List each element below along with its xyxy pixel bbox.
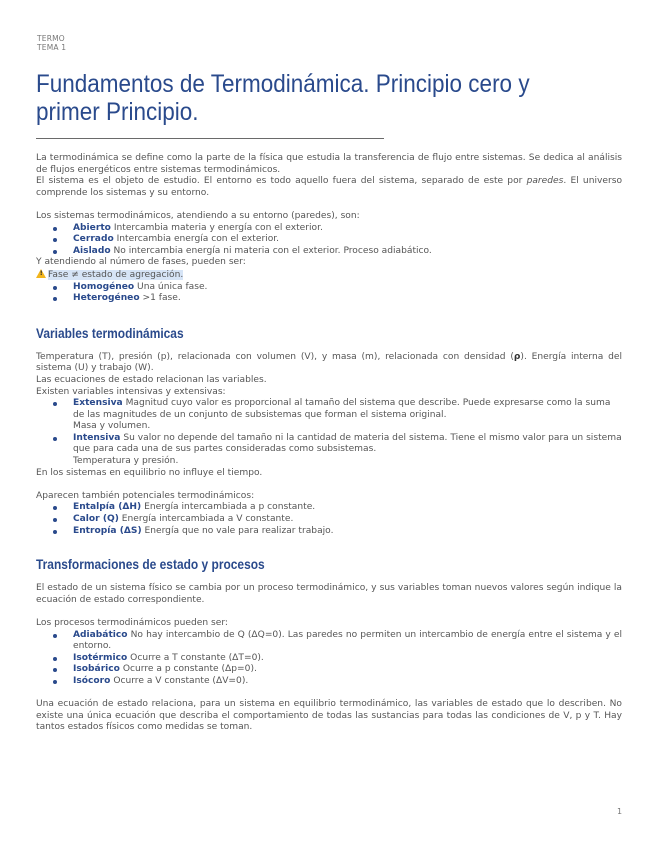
- variables-paragraph-3: Existen variables intensivas y extensivas:: [36, 386, 226, 397]
- variables-paragraph-4: En los sistemas en equilibrio no influye el tiempo.: [36, 467, 263, 478]
- header-course: TERMO: [37, 34, 65, 43]
- phases-lead: Y atendiendo al número de fases, pueden ser:: [36, 257, 246, 268]
- list-item: Isócoro Ocurre a V constante (ΔV=0).: [72, 676, 622, 688]
- list-item: Aislado No intercambia energía ni materia con el exterior. Proceso adiabático.: [72, 246, 622, 258]
- list-item: Cerrado Intercambia energía con el exterior.: [72, 234, 622, 246]
- list-item: Extensiva Magnitud cuyo valor es proporcional al tamaño del sistema que describe. Puede expresarse como la suma de las magnitudes de un conjunto de subsistemas que forman el sistema original. Masa y volumen.: [72, 398, 622, 433]
- list-item: Entalpía (ΔH) Energía intercambiada a p constante.: [72, 502, 622, 514]
- intro-paragraph-1: La termodinámica se define como la parte de la física que estudia la transferencia de flujo entre sistemas. Se dedica al análisis de flujos energéticos entre sistemas termodinámicos.: [36, 153, 622, 175]
- warning-icon: [36, 269, 46, 278]
- page-header: [37, 34, 66, 52]
- processes-list: [36, 630, 622, 688]
- header-topic: TEMA 1: [37, 43, 67, 52]
- list-item: Heterogéneo >1 fase.: [72, 293, 622, 305]
- transformations-paragraph-1: El estado de un sistema físico se cambia por un proceso termodinámico, y sus variables toman nuevos valores según indique la ecuación de estado correspondiente.: [36, 583, 622, 605]
- list-item: Homogéneo Una única fase.: [72, 282, 622, 294]
- variables-paragraph-1: Temperatura (T), presión (p), relacionada con volumen (V), y masa (m), relacionada con densidad (ρ). Energía interna del sistema (U) y trabajo (W).: [36, 351, 622, 374]
- intro-paragraph-2: El sistema es el objeto de estudio. El entorno es todo aquello fuera del sistema, separado de este por paredes. El universo comprende los sistemas y su entorno.: [36, 176, 623, 198]
- transformations-paragraph-2: Una ecuación de estado relaciona, para un sistema en equilibrio termodinámico, las variables de estado que lo describen. No existe una única ecuación que describa el comportamiento de todas las sustancias para todas las condiciones de V, p y T. Hay tantos estados físicos como medidas se toman.: [36, 699, 622, 733]
- list-item: Calor (Q) Energía intercambiada a V constante.: [72, 514, 622, 526]
- page-title: Fundamentos de Termodinámica. Principio cero y primer Principio.: [36, 70, 530, 126]
- systems-list: [36, 223, 622, 258]
- section-heading-variables: Variables termodinámicas: [36, 325, 184, 341]
- list-item: Intensiva Su valor no depende del tamaño ni la cantidad de materia del sistema. Tiene el mismo valor para un sistema que para cada una de sus partes consideradas como subsistemas. Temperatura y presión.: [73, 432, 622, 467]
- document-body: [36, 153, 622, 734]
- potentials-lead: Aparecen también potenciales termodinámicos:: [36, 490, 255, 501]
- section-heading-transformations: Transformaciones de estado y procesos: [36, 557, 265, 573]
- variable-types-list: [36, 398, 622, 468]
- potentials-list: [36, 502, 622, 537]
- phases-list: [36, 282, 622, 305]
- page-number: 1: [617, 807, 623, 816]
- list-item: Adiabático No hay intercambio de Q (ΔQ=0). Las paredes no permiten un intercambio de energía entre el sistema y el entorno.: [73, 629, 622, 652]
- systems-lead: Los sistemas termodinámicos, atendiendo a su entorno (paredes), son:: [36, 210, 360, 221]
- processes-lead: Los procesos termodinámicos pueden ser:: [36, 618, 228, 628]
- list-item: Entropía (ΔS) Energía que no vale para realizar trabajo.: [72, 526, 622, 538]
- list-item: Isobárico Ocurre a p constante (Δp=0).: [72, 664, 622, 676]
- list-item: Isotérmico Ocurre a T constante (ΔT=0).: [72, 653, 622, 665]
- title-divider: [36, 138, 384, 139]
- warning-note: !Fase ≠ estado de agregación.: [36, 269, 622, 282]
- variables-paragraph-2: Las ecuaciones de estado relacionan las variables.: [36, 374, 267, 385]
- list-item: Abierto Intercambia materia y energía con el exterior.: [72, 223, 622, 235]
